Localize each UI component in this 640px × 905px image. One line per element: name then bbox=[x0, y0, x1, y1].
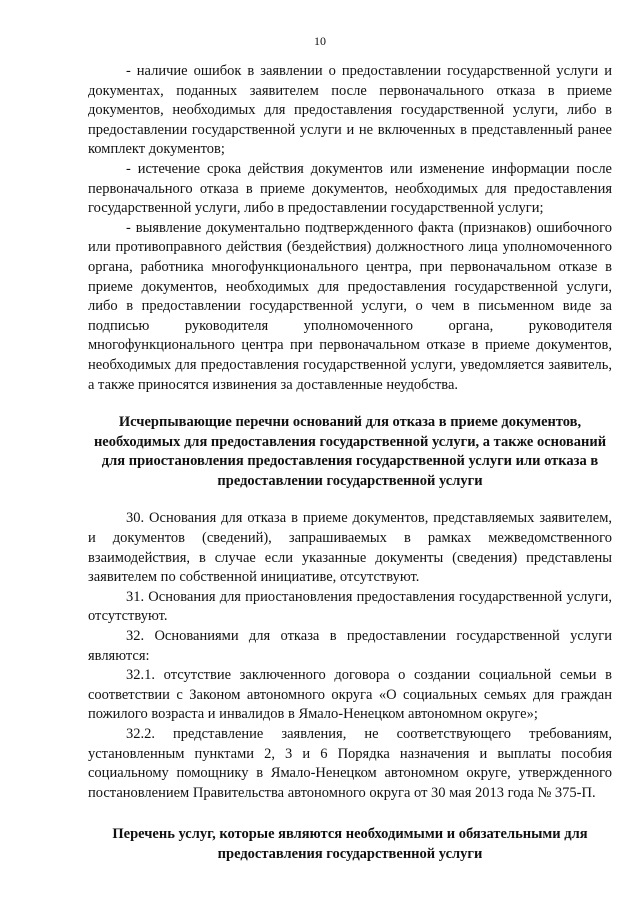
paragraph-errors-in-application: - наличие ошибок в заявлении о предоставлении государственной услуги и документах, поданных заявителем после первоначального отказа в приеме документов, необходимых для предоставления государственной услуги, либо в предоставлении государственной услуги и не включенных в представленный ранее комплект документов; bbox=[88, 63, 612, 158]
paragraph-31: 31. Основания для приостановления предоставления государственной услуги, отсутствуют. bbox=[88, 588, 612, 625]
paragraph-document-expiry: - истечение срока действия документов или изменение информации после первоначального отказа в приеме документов, необходимых для предоставления государственной услуги, либо в предоставлении государственной услуги; bbox=[88, 160, 612, 217]
paragraph-32-1: 32.1. отсутствие заключенного договора о создании социальной семьи в соответствии с Законом автономного округа «О социальных семьях для граждан пожилого возраста и инвалидов в Ямало-Ненецком автономном округе»; bbox=[88, 667, 612, 723]
paragraph-error-detection: - выявление документально подтвержденного факта (признаков) ошибочного или противоправного действия (бездействия) должностного лица уполномоченного органа, работника многофункционального центра, при первоначальном отказе в приеме документов, необходимых для предоставления государственной услуги, либо в предоставлении государственной услуги, о чем в письменном виде за подписью руководителя уполномоченного органа, руководителя многофункционального центра при первоначальном отказе в приеме документов, необходимых для предоставления государственной услуги, уведомляется заявитель, а также приносятся извинения за доставленные неудобства. bbox=[88, 219, 612, 393]
document-body bbox=[88, 62, 612, 865]
section-heading-refusal-grounds: Исчерпывающие перечни оснований для отказа в приеме документов, необходимых для предоставления государственной услуги, а также оснований для приостановления предоставления государственной услуги или отказа в предоставлении государственной услуги bbox=[93, 414, 607, 489]
paragraph-32-2: 32.2. представление заявления, не соответствующего требованиям, установленным пунктами 2, 3 и 6 Порядка назначения и выплаты пособия социальному помощнику в Ямало-Ненецком автономном округе, утвержденного постановлением Правительства автономного округа от 30 мая 2013 года № 375-П. bbox=[88, 726, 612, 801]
paragraph-30: 30. Основания для отказа в приеме документов, представляемых заявителем, и документов (сведений), запрашиваемых в рамках межведомственного взаимодействия, в случае если указанные документы (сведения) представлены заявителем по собственной инициативе, отсутствуют. bbox=[88, 510, 612, 586]
section-heading-required-services: Перечень услуг, которые являются необходимыми и обязательными для предоставления государственной услуги bbox=[112, 826, 588, 862]
paragraph-32: 32. Основаниями для отказа в предоставлении государственной услуги являются: bbox=[88, 628, 612, 664]
page-number: 10 bbox=[314, 34, 326, 48]
